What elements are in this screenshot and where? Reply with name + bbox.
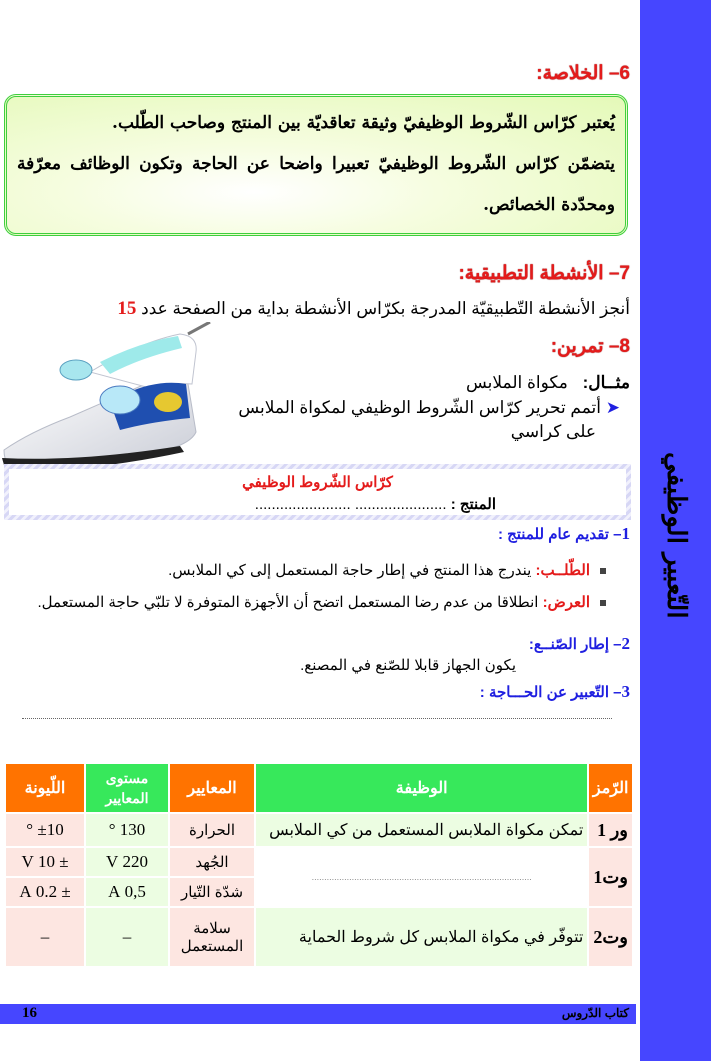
subsection-2-number: 2	[621, 634, 630, 653]
answer-dotted-line[interactable]	[22, 716, 612, 719]
header-level: مستوى المعايير	[86, 764, 168, 812]
square-bullet-icon	[600, 600, 606, 606]
example-value: مكواة الملابس	[465, 373, 568, 392]
product-label: المنتج :	[450, 496, 496, 513]
subsection-2-title: – إطار الصّنــع:	[528, 636, 622, 653]
header-flexibility: اللّيونة	[6, 764, 84, 812]
summary-line-1: يُعتبر كرّاس الشّروط الوظيفيّ وثيقة تعاقديّة بين المنتج وصاحب الطّلب.	[112, 113, 615, 133]
activities-text: أنجز الأنشطة التّطبيقيّة المدرجة بكرّاس الأنشطة بداية من الصفحة عدد	[141, 299, 630, 318]
section-6-heading: 6– الخلاصة:	[536, 63, 630, 84]
bullet-label: الطّلــب:	[535, 562, 590, 579]
cell-criteria: الجُهد	[170, 848, 254, 876]
subsection-3-title: – التّعبير عن الحـــاجة :	[479, 684, 622, 701]
footer-bar	[0, 1004, 636, 1024]
cell-symbol: ور 1	[589, 814, 632, 846]
cell-level: 130 °	[86, 814, 168, 846]
spec-title: كرّاس الشّروط الوظيفي	[242, 474, 393, 491]
cell-criteria: سلامة المستعمل	[170, 908, 254, 966]
clothes-iron-image	[0, 322, 218, 472]
cell-symbol: وت2	[589, 908, 632, 966]
instruction-text: أتمم تحرير كرّاس الشّروط الوظيفي لمكواة الملابس	[238, 398, 602, 417]
example-line	[466, 373, 630, 393]
functions-table	[4, 762, 634, 968]
section-8-heading: 8– تمرين:	[550, 336, 630, 357]
cell-flexibility: ± 10 V	[6, 848, 84, 876]
example-label: مثــال:	[582, 373, 630, 392]
bullet-text: يندرج هذا المنتج في إطار حاجة المستعمل إلى كي الملابس.	[168, 562, 532, 579]
cell-flexibility: ± 0.2 A	[6, 878, 84, 906]
subsection-1-heading	[498, 524, 630, 544]
page-number: 16	[22, 1005, 37, 1021]
header-symbol: الرّمز	[589, 764, 632, 812]
cell-function-blank[interactable]: ........................................................................................	[256, 848, 587, 906]
square-bullet-icon	[600, 568, 606, 574]
subsection-3-heading	[480, 682, 630, 702]
bullet-offer	[6, 592, 606, 614]
cell-symbol: وت1	[589, 848, 632, 906]
section-7-text	[117, 298, 630, 320]
sidebar-title	[648, 410, 704, 660]
arrow-bullet-icon: ➤	[605, 398, 620, 417]
header-criteria: المعايير	[170, 764, 254, 812]
instruction-cont: على كراسي	[510, 422, 596, 441]
page-reference: 15	[117, 298, 137, 319]
cell-criteria: شدّة التّيار	[170, 878, 254, 906]
sidebar-title-text: التّعبير الوظيفي	[661, 451, 691, 619]
footer-book-label: كتاب الدّروس	[561, 1006, 629, 1020]
cell-level: –	[86, 908, 168, 966]
subsection-2-heading	[529, 634, 630, 654]
subsection-1-number: 1	[621, 524, 630, 543]
header-function: الوظيفة	[256, 764, 587, 812]
summary-line-2: يتضمّن كرّاس الشّروط الوظيفيّ تعبيرا واضحا عن الحاجة وتكون الوظائف معرّفة ومحدّدة الخصائص.	[17, 154, 615, 215]
sidebar-band	[640, 0, 711, 1061]
product-line	[9, 495, 496, 513]
bullet-label: العرض:	[542, 594, 590, 611]
bullet-demand	[6, 560, 606, 582]
table-row	[6, 848, 632, 876]
table-row	[6, 814, 632, 846]
cell-flexibility: ±10 °	[6, 814, 84, 846]
subsection-3-number: 3	[621, 682, 630, 701]
summary-box	[4, 94, 628, 236]
cell-flexibility: –	[6, 908, 84, 966]
spec-sheet-box	[4, 464, 631, 520]
subsection-2-text: يكون الجهاز قابلا للصّنع في المصنع.	[300, 657, 516, 674]
cell-function: تتوفّر في مكواة الملابس كل شروط الحماية	[256, 908, 587, 966]
cell-criteria: الحرارة	[170, 814, 254, 846]
cell-level: 220 V	[86, 848, 168, 876]
instruction-line	[238, 398, 620, 418]
subsection-1-title: – تقديم عام للمنتج :	[497, 526, 622, 543]
table-row	[6, 908, 632, 966]
section-7-heading: 7– الأنشطة التطبيقية:	[458, 263, 630, 284]
bullet-text: انطلاقا من عدم رضا المستعمل اتضح أن الأجهزة المتوفرة لا تلبّي حاجة المستعمل.	[37, 594, 539, 611]
cell-function: تمكن مكواة الملابس المستعمل من كي الملابس	[256, 814, 587, 846]
cell-level: 0,5 A	[86, 878, 168, 906]
product-value-blank[interactable]: ...................... .......................	[254, 496, 447, 513]
